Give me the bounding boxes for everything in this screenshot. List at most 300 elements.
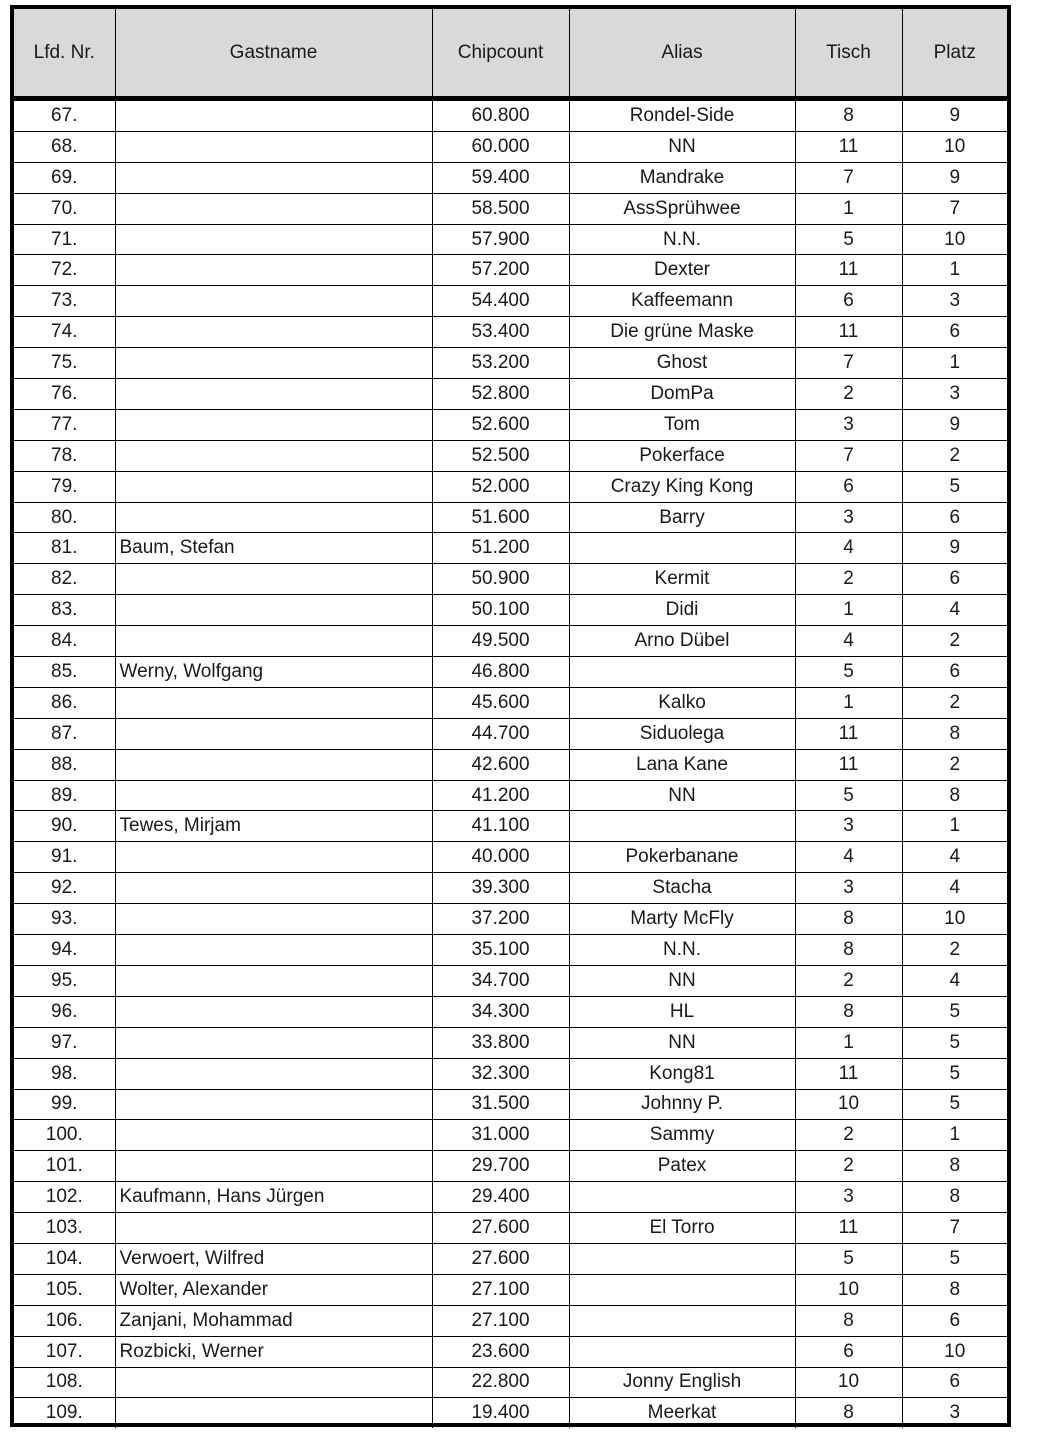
cell-tisch: 5 (795, 657, 902, 688)
cell-alias: Marty McFly (569, 904, 795, 935)
cell-gastname (115, 718, 432, 749)
table-row (14, 996, 1007, 1027)
cell-platz: 7 (902, 193, 1007, 224)
cell-alias: Jonny English (569, 1367, 795, 1398)
cell-tisch: 5 (795, 780, 902, 811)
cell-alias: NN (569, 780, 795, 811)
cell-chipcount: 42.600 (432, 749, 569, 780)
table-row (14, 749, 1007, 780)
cell-gastname (115, 286, 432, 317)
cell-chipcount: 27.600 (432, 1213, 569, 1244)
cell-alias: Patex (569, 1151, 795, 1182)
cell-tisch: 11 (795, 1213, 902, 1244)
cell-lfd-nr: 83. (14, 595, 115, 626)
table-row (14, 935, 1007, 966)
cell-lfd-nr: 95. (14, 965, 115, 996)
cell-lfd-nr: 107. (14, 1336, 115, 1367)
cell-gastname (115, 255, 432, 286)
cell-lfd-nr: 68. (14, 131, 115, 162)
cell-gastname: Baum, Stefan (115, 533, 432, 564)
cell-gastname (115, 1120, 432, 1151)
cell-chipcount: 27.600 (432, 1243, 569, 1274)
table-row (14, 224, 1007, 255)
cell-chipcount: 53.200 (432, 348, 569, 379)
cell-platz: 10 (902, 904, 1007, 935)
cell-platz: 4 (902, 595, 1007, 626)
cell-gastname (115, 1151, 432, 1182)
cell-alias: HL (569, 996, 795, 1027)
table-row (14, 471, 1007, 502)
table-row (14, 1058, 1007, 1089)
cell-alias: Stacha (569, 873, 795, 904)
cell-chipcount: 41.200 (432, 780, 569, 811)
cell-gastname (115, 842, 432, 873)
ranking-table-frame (10, 5, 1011, 1427)
cell-chipcount: 46.800 (432, 657, 569, 688)
cell-lfd-nr: 97. (14, 1027, 115, 1058)
table-row (14, 1243, 1007, 1274)
cell-lfd-nr: 84. (14, 626, 115, 657)
cell-platz: 3 (902, 1398, 1007, 1428)
cell-lfd-nr: 88. (14, 749, 115, 780)
cell-tisch: 8 (795, 996, 902, 1027)
table-row (14, 780, 1007, 811)
table-row (14, 131, 1007, 162)
cell-lfd-nr: 100. (14, 1120, 115, 1151)
cell-platz: 2 (902, 440, 1007, 471)
cell-gastname (115, 1367, 432, 1398)
cell-platz: 8 (902, 780, 1007, 811)
cell-alias: DomPa (569, 379, 795, 410)
cell-platz: 1 (902, 811, 1007, 842)
cell-chipcount: 34.300 (432, 996, 569, 1027)
cell-gastname: Kaufmann, Hans Jürgen (115, 1182, 432, 1213)
cell-platz: 5 (902, 471, 1007, 502)
cell-gastname: Werny, Wolfgang (115, 657, 432, 688)
cell-platz: 2 (902, 749, 1007, 780)
cell-tisch: 11 (795, 255, 902, 286)
cell-lfd-nr: 108. (14, 1367, 115, 1398)
cell-platz: 1 (902, 255, 1007, 286)
cell-alias: El Torro (569, 1213, 795, 1244)
cell-alias: AssSprühwee (569, 193, 795, 224)
cell-tisch: 11 (795, 131, 902, 162)
header-row (14, 9, 1007, 99)
cell-platz: 8 (902, 1274, 1007, 1305)
cell-alias: N.N. (569, 935, 795, 966)
cell-tisch: 11 (795, 718, 902, 749)
cell-tisch: 8 (795, 99, 902, 132)
cell-tisch: 7 (795, 162, 902, 193)
cell-alias: NN (569, 965, 795, 996)
cell-gastname: Tewes, Mirjam (115, 811, 432, 842)
cell-lfd-nr: 71. (14, 224, 115, 255)
cell-chipcount: 31.000 (432, 1120, 569, 1151)
cell-tisch: 10 (795, 1089, 902, 1120)
cell-lfd-nr: 81. (14, 533, 115, 564)
cell-gastname (115, 564, 432, 595)
cell-platz: 7 (902, 1213, 1007, 1244)
table-row (14, 502, 1007, 533)
header-lfd-nr: Lfd. Nr. (14, 9, 115, 99)
table-row (14, 811, 1007, 842)
cell-tisch: 6 (795, 1336, 902, 1367)
cell-alias: Mandrake (569, 162, 795, 193)
table-row (14, 1213, 1007, 1244)
cell-lfd-nr: 92. (14, 873, 115, 904)
cell-chipcount: 57.900 (432, 224, 569, 255)
cell-chipcount: 51.600 (432, 502, 569, 533)
cell-chipcount: 50.100 (432, 595, 569, 626)
cell-gastname (115, 471, 432, 502)
cell-chipcount: 60.000 (432, 131, 569, 162)
cell-chipcount: 60.800 (432, 99, 569, 132)
cell-lfd-nr: 105. (14, 1274, 115, 1305)
cell-tisch: 8 (795, 1305, 902, 1336)
cell-lfd-nr: 78. (14, 440, 115, 471)
cell-lfd-nr: 73. (14, 286, 115, 317)
table-row (14, 440, 1007, 471)
cell-lfd-nr: 103. (14, 1213, 115, 1244)
cell-tisch: 11 (795, 317, 902, 348)
table-row (14, 1336, 1007, 1367)
cell-gastname (115, 317, 432, 348)
cell-gastname (115, 780, 432, 811)
cell-chipcount: 40.000 (432, 842, 569, 873)
cell-alias: Johnny P. (569, 1089, 795, 1120)
cell-tisch: 11 (795, 1058, 902, 1089)
table-row (14, 1120, 1007, 1151)
cell-platz: 5 (902, 996, 1007, 1027)
cell-chipcount: 32.300 (432, 1058, 569, 1089)
cell-platz: 2 (902, 687, 1007, 718)
cell-alias: N.N. (569, 224, 795, 255)
table-row (14, 286, 1007, 317)
cell-gastname (115, 873, 432, 904)
cell-chipcount: 39.300 (432, 873, 569, 904)
cell-platz: 8 (902, 1182, 1007, 1213)
cell-tisch: 3 (795, 873, 902, 904)
cell-platz: 5 (902, 1089, 1007, 1120)
cell-alias (569, 657, 795, 688)
cell-gastname (115, 749, 432, 780)
table-row (14, 255, 1007, 286)
cell-platz: 9 (902, 409, 1007, 440)
cell-tisch: 4 (795, 842, 902, 873)
cell-gastname: Zanjani, Mohammad (115, 1305, 432, 1336)
table-row (14, 1027, 1007, 1058)
cell-chipcount: 27.100 (432, 1305, 569, 1336)
cell-chipcount: 57.200 (432, 255, 569, 286)
cell-tisch: 5 (795, 224, 902, 255)
cell-tisch: 3 (795, 502, 902, 533)
cell-chipcount: 23.600 (432, 1336, 569, 1367)
cell-chipcount: 44.700 (432, 718, 569, 749)
cell-lfd-nr: 85. (14, 657, 115, 688)
cell-gastname (115, 162, 432, 193)
cell-lfd-nr: 98. (14, 1058, 115, 1089)
cell-platz: 1 (902, 1120, 1007, 1151)
cell-gastname (115, 502, 432, 533)
cell-tisch: 2 (795, 564, 902, 595)
cell-platz: 10 (902, 131, 1007, 162)
cell-lfd-nr: 99. (14, 1089, 115, 1120)
cell-platz: 5 (902, 1058, 1007, 1089)
table-row (14, 1305, 1007, 1336)
cell-lfd-nr: 80. (14, 502, 115, 533)
cell-alias: Sammy (569, 1120, 795, 1151)
cell-gastname (115, 626, 432, 657)
cell-platz: 6 (902, 1367, 1007, 1398)
table-row (14, 718, 1007, 749)
cell-lfd-nr: 76. (14, 379, 115, 410)
cell-gastname: Verwoert, Wilfred (115, 1243, 432, 1274)
cell-lfd-nr: 75. (14, 348, 115, 379)
cell-alias: Tom (569, 409, 795, 440)
table-body (14, 99, 1007, 1429)
cell-alias: Rondel-Side (569, 99, 795, 132)
header-chipcount: Chipcount (432, 9, 569, 99)
cell-lfd-nr: 77. (14, 409, 115, 440)
cell-alias (569, 1305, 795, 1336)
cell-alias: Dexter (569, 255, 795, 286)
cell-chipcount: 49.500 (432, 626, 569, 657)
cell-chipcount: 50.900 (432, 564, 569, 595)
table-row (14, 595, 1007, 626)
cell-gastname: Rozbicki, Werner (115, 1336, 432, 1367)
cell-tisch: 2 (795, 1151, 902, 1182)
cell-lfd-nr: 102. (14, 1182, 115, 1213)
cell-lfd-nr: 91. (14, 842, 115, 873)
cell-platz: 3 (902, 286, 1007, 317)
cell-gastname (115, 1089, 432, 1120)
cell-gastname (115, 440, 432, 471)
cell-platz: 6 (902, 657, 1007, 688)
cell-tisch: 8 (795, 1398, 902, 1428)
table-row (14, 564, 1007, 595)
cell-gastname (115, 193, 432, 224)
cell-alias (569, 1336, 795, 1367)
cell-tisch: 3 (795, 1182, 902, 1213)
cell-tisch: 6 (795, 471, 902, 502)
cell-chipcount: 59.400 (432, 162, 569, 193)
table-row (14, 1367, 1007, 1398)
cell-alias: Meerkat (569, 1398, 795, 1428)
cell-chipcount: 35.100 (432, 935, 569, 966)
header-platz: Platz (902, 9, 1007, 99)
cell-platz: 5 (902, 1243, 1007, 1274)
cell-gastname (115, 965, 432, 996)
cell-lfd-nr: 86. (14, 687, 115, 718)
cell-platz: 5 (902, 1027, 1007, 1058)
cell-platz: 9 (902, 162, 1007, 193)
cell-alias: Pokerbanane (569, 842, 795, 873)
cell-chipcount: 52.800 (432, 379, 569, 410)
cell-lfd-nr: 104. (14, 1243, 115, 1274)
cell-tisch: 3 (795, 811, 902, 842)
cell-alias: Kalko (569, 687, 795, 718)
cell-tisch: 6 (795, 286, 902, 317)
cell-platz: 1 (902, 348, 1007, 379)
header-tisch: Tisch (795, 9, 902, 99)
table-row (14, 409, 1007, 440)
cell-tisch: 10 (795, 1367, 902, 1398)
cell-chipcount: 45.600 (432, 687, 569, 718)
table-row (14, 533, 1007, 564)
cell-alias: Kong81 (569, 1058, 795, 1089)
header-gastname: Gastname (115, 9, 432, 99)
cell-chipcount: 29.400 (432, 1182, 569, 1213)
cell-chipcount: 51.200 (432, 533, 569, 564)
cell-chipcount: 37.200 (432, 904, 569, 935)
cell-alias: Siduolega (569, 718, 795, 749)
cell-platz: 10 (902, 224, 1007, 255)
cell-tisch: 1 (795, 1027, 902, 1058)
cell-chipcount: 22.800 (432, 1367, 569, 1398)
table-row (14, 904, 1007, 935)
table-row (14, 99, 1007, 132)
cell-alias: Ghost (569, 348, 795, 379)
cell-chipcount: 52.500 (432, 440, 569, 471)
cell-gastname (115, 131, 432, 162)
cell-alias: NN (569, 131, 795, 162)
cell-lfd-nr: 67. (14, 99, 115, 132)
cell-alias (569, 811, 795, 842)
cell-lfd-nr: 89. (14, 780, 115, 811)
cell-platz: 2 (902, 626, 1007, 657)
cell-platz: 9 (902, 533, 1007, 564)
cell-lfd-nr: 109. (14, 1398, 115, 1428)
cell-chipcount: 54.400 (432, 286, 569, 317)
cell-tisch: 1 (795, 687, 902, 718)
cell-alias (569, 1274, 795, 1305)
cell-tisch: 1 (795, 193, 902, 224)
cell-alias: Die grüne Maske (569, 317, 795, 348)
header-alias: Alias (569, 9, 795, 99)
cell-alias (569, 533, 795, 564)
cell-gastname (115, 935, 432, 966)
cell-tisch: 2 (795, 965, 902, 996)
cell-chipcount: 58.500 (432, 193, 569, 224)
cell-chipcount: 41.100 (432, 811, 569, 842)
cell-alias: Barry (569, 502, 795, 533)
cell-tisch: 5 (795, 1243, 902, 1274)
cell-gastname (115, 1398, 432, 1428)
cell-platz: 6 (902, 317, 1007, 348)
ranking-table (14, 9, 1007, 1428)
cell-chipcount: 27.100 (432, 1274, 569, 1305)
cell-platz: 10 (902, 1336, 1007, 1367)
cell-alias: NN (569, 1027, 795, 1058)
cell-lfd-nr: 96. (14, 996, 115, 1027)
table-row (14, 317, 1007, 348)
cell-chipcount: 31.500 (432, 1089, 569, 1120)
cell-gastname (115, 1058, 432, 1089)
cell-gastname (115, 348, 432, 379)
cell-tisch: 10 (795, 1274, 902, 1305)
cell-lfd-nr: 69. (14, 162, 115, 193)
cell-platz: 2 (902, 935, 1007, 966)
table-row (14, 162, 1007, 193)
cell-tisch: 7 (795, 348, 902, 379)
cell-platz: 3 (902, 379, 1007, 410)
cell-chipcount: 34.700 (432, 965, 569, 996)
table-row (14, 657, 1007, 688)
cell-platz: 6 (902, 1305, 1007, 1336)
cell-tisch: 4 (795, 626, 902, 657)
cell-platz: 4 (902, 873, 1007, 904)
cell-lfd-nr: 70. (14, 193, 115, 224)
cell-gastname (115, 1213, 432, 1244)
cell-lfd-nr: 93. (14, 904, 115, 935)
cell-gastname: Wolter, Alexander (115, 1274, 432, 1305)
cell-platz: 4 (902, 965, 1007, 996)
cell-tisch: 8 (795, 935, 902, 966)
cell-lfd-nr: 106. (14, 1305, 115, 1336)
cell-gastname (115, 996, 432, 1027)
cell-lfd-nr: 87. (14, 718, 115, 749)
cell-tisch: 8 (795, 904, 902, 935)
cell-alias (569, 1182, 795, 1213)
cell-lfd-nr: 82. (14, 564, 115, 595)
cell-alias: Lana Kane (569, 749, 795, 780)
cell-platz: 9 (902, 99, 1007, 132)
cell-gastname (115, 224, 432, 255)
cell-gastname (115, 409, 432, 440)
cell-lfd-nr: 94. (14, 935, 115, 966)
cell-chipcount: 19.400 (432, 1398, 569, 1428)
table-row (14, 1151, 1007, 1182)
table-row (14, 1182, 1007, 1213)
table-row (14, 842, 1007, 873)
cell-gastname (115, 1027, 432, 1058)
cell-gastname (115, 904, 432, 935)
cell-alias: Crazy King Kong (569, 471, 795, 502)
cell-tisch: 7 (795, 440, 902, 471)
cell-alias: Kermit (569, 564, 795, 595)
cell-gastname (115, 595, 432, 626)
table-row (14, 965, 1007, 996)
cell-chipcount: 29.700 (432, 1151, 569, 1182)
cell-tisch: 4 (795, 533, 902, 564)
table-row (14, 687, 1007, 718)
table-row (14, 193, 1007, 224)
cell-tisch: 2 (795, 1120, 902, 1151)
cell-tisch: 1 (795, 595, 902, 626)
cell-gastname (115, 379, 432, 410)
table-row (14, 379, 1007, 410)
cell-chipcount: 33.800 (432, 1027, 569, 1058)
table-row (14, 1274, 1007, 1305)
cell-platz: 8 (902, 1151, 1007, 1182)
cell-lfd-nr: 74. (14, 317, 115, 348)
cell-lfd-nr: 101. (14, 1151, 115, 1182)
cell-tisch: 3 (795, 409, 902, 440)
cell-alias: Didi (569, 595, 795, 626)
cell-alias: Pokerface (569, 440, 795, 471)
cell-lfd-nr: 79. (14, 471, 115, 502)
cell-tisch: 11 (795, 749, 902, 780)
table-row (14, 348, 1007, 379)
cell-platz: 6 (902, 502, 1007, 533)
cell-platz: 4 (902, 842, 1007, 873)
table-row (14, 1089, 1007, 1120)
cell-alias: Arno Dübel (569, 626, 795, 657)
cell-chipcount: 52.000 (432, 471, 569, 502)
cell-chipcount: 52.600 (432, 409, 569, 440)
cell-alias (569, 1243, 795, 1274)
cell-alias: Kaffeemann (569, 286, 795, 317)
